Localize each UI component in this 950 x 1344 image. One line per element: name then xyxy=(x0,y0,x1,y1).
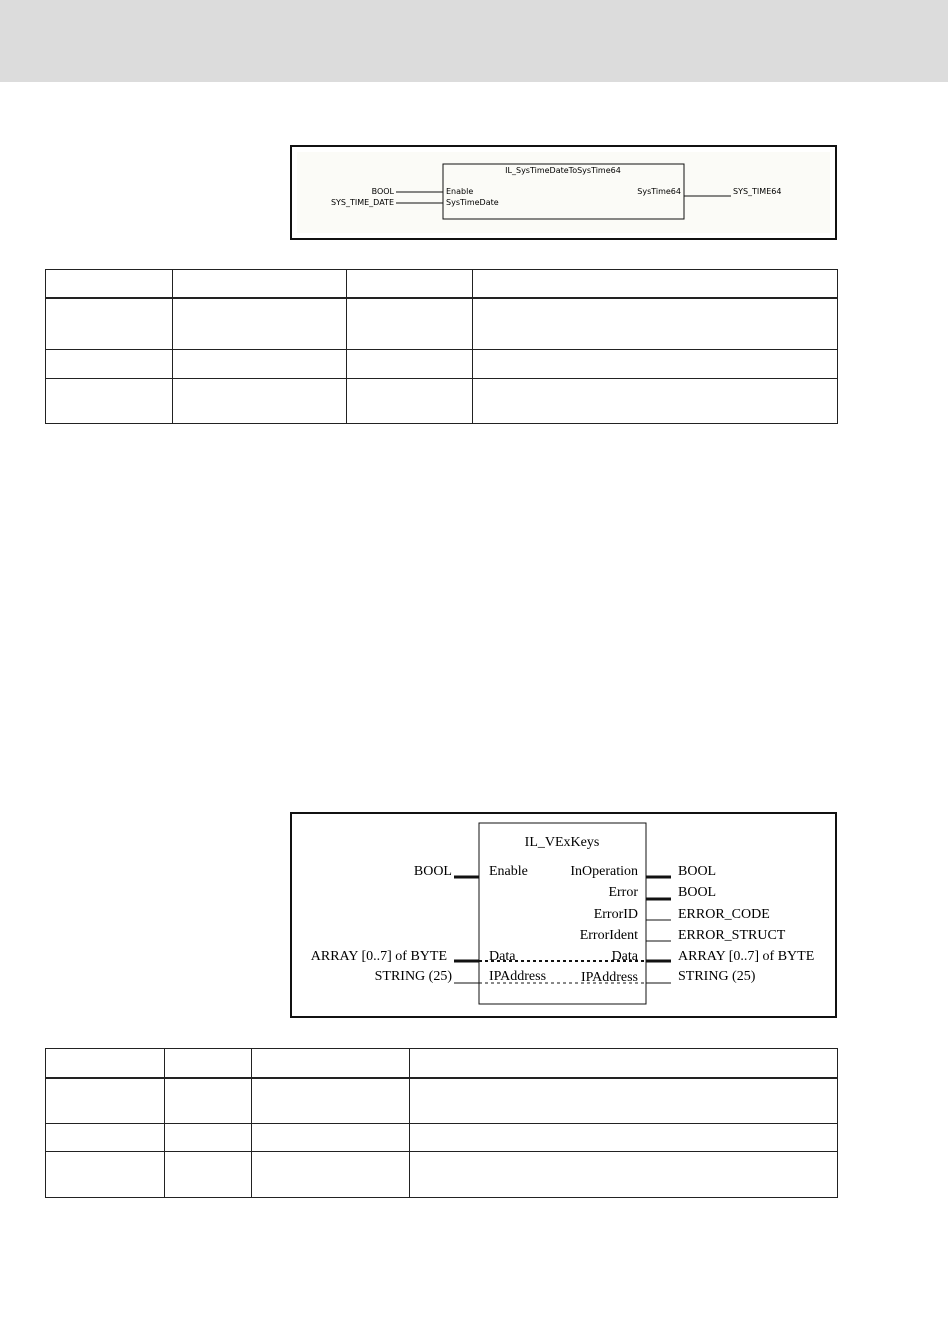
block-2-pin-error: Error xyxy=(608,885,638,900)
table-cell xyxy=(252,1152,410,1198)
table-cell xyxy=(165,1078,252,1124)
page-header-band xyxy=(0,0,950,82)
table-cell xyxy=(165,1124,252,1152)
diagram-1-svg xyxy=(292,147,835,238)
parameter-table-2 xyxy=(45,1048,838,1198)
block-2-pin-data-out: Data xyxy=(611,949,638,964)
table-cell xyxy=(173,298,347,350)
table-cell xyxy=(347,270,473,298)
block-2-pin-inoperation: InOperation xyxy=(570,864,638,879)
table-cell xyxy=(165,1152,252,1198)
block-1-input-type-enable: BOOL xyxy=(371,187,394,196)
block-1-pin-systime64: SysTime64 xyxy=(637,187,681,196)
table-cell xyxy=(46,379,173,424)
block-2-name: IL_VExKeys xyxy=(524,835,600,850)
table-cell xyxy=(46,1049,165,1078)
table-2-header-row xyxy=(46,1049,838,1078)
table-cell xyxy=(473,298,838,350)
table-cell xyxy=(173,379,347,424)
table-cell xyxy=(252,1124,410,1152)
table-cell xyxy=(410,1152,838,1198)
table-cell xyxy=(473,350,838,379)
block-1-pin-systimedate: SysTimeDate xyxy=(446,198,499,207)
table-cell xyxy=(410,1049,838,1078)
table-cell xyxy=(473,379,838,424)
block-1-input-type-systimedate: SYS_TIME_DATE xyxy=(330,198,394,207)
table-cell xyxy=(252,1078,410,1124)
block-2-output-type-errorident: ERROR_STRUCT xyxy=(678,928,786,943)
table-cell xyxy=(347,379,473,424)
function-block-diagram-1 xyxy=(290,145,837,240)
diagram-2-svg xyxy=(292,814,835,1016)
table-cell xyxy=(173,350,347,379)
table-cell xyxy=(46,1078,165,1124)
table-row xyxy=(46,1078,838,1124)
block-2-pin-data-in: Data xyxy=(489,949,516,964)
table-cell xyxy=(46,350,173,379)
table-cell xyxy=(252,1049,410,1078)
block-2-output-type-data: ARRAY [0..7] of BYTE xyxy=(678,949,815,964)
block-1-name: IL_SysTimeDateToSysTime64 xyxy=(505,166,621,175)
table-row xyxy=(46,1152,838,1198)
block-2-output-type-errorid: ERROR_CODE xyxy=(678,907,770,922)
block-2-pin-ipaddress-out: IPAddress xyxy=(580,970,638,985)
block-2-output-type-inoperation: BOOL xyxy=(678,864,717,879)
block-2-pin-errorident: ErrorIdent xyxy=(579,928,638,943)
table-cell xyxy=(46,1152,165,1198)
table-cell xyxy=(173,270,347,298)
table-cell xyxy=(46,270,173,298)
table-cell xyxy=(473,270,838,298)
block-2-pin-errorid: ErrorID xyxy=(593,907,638,922)
parameter-table-1 xyxy=(45,269,838,424)
block-2-output-type-error: BOOL xyxy=(678,885,717,900)
table-cell xyxy=(165,1049,252,1078)
table-row xyxy=(46,298,838,350)
block-1-pin-enable: Enable xyxy=(446,187,474,196)
table-row xyxy=(46,1124,838,1152)
table-1-header-row xyxy=(46,270,838,298)
function-block-diagram-2 xyxy=(290,812,837,1018)
block-2-pin-ipaddress-in: IPAddress xyxy=(489,969,547,984)
table-cell xyxy=(46,298,173,350)
table-cell xyxy=(347,298,473,350)
block-2-input-type-data: ARRAY [0..7] of BYTE xyxy=(310,949,447,964)
table-cell xyxy=(347,350,473,379)
block-2-output-type-ipaddress: STRING (25) xyxy=(678,969,756,984)
block-2-input-type-enable: BOOL xyxy=(413,864,452,879)
table-cell xyxy=(46,1124,165,1152)
table-row xyxy=(46,350,838,379)
table-row xyxy=(46,379,838,424)
table-cell xyxy=(410,1078,838,1124)
table-cell xyxy=(410,1124,838,1152)
block-2-input-type-ipaddress: STRING (25) xyxy=(374,969,452,984)
block-2-pin-enable: Enable xyxy=(489,864,528,879)
block-1-output-type-systime64: SYS_TIME64 xyxy=(733,187,782,196)
